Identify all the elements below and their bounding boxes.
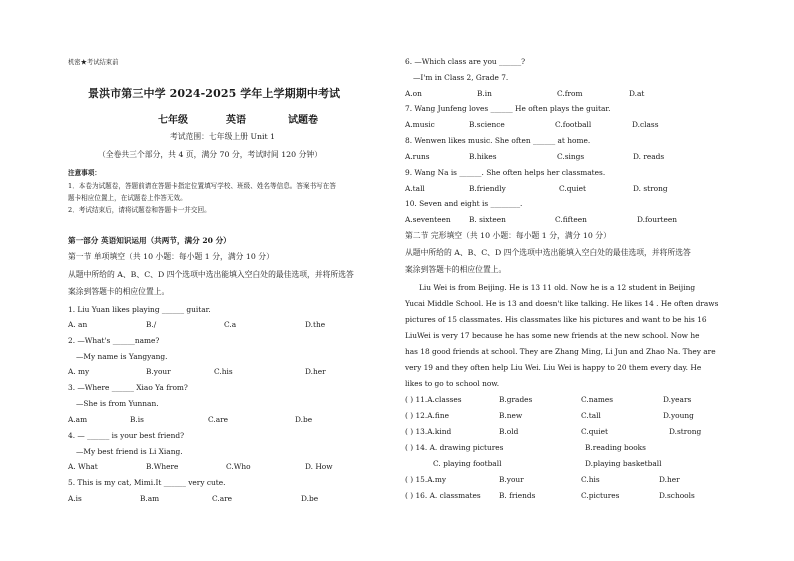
option-c[interactable]: C.his bbox=[581, 475, 600, 484]
question-2-stem: 2. —What's ______name? bbox=[68, 336, 160, 345]
option-d[interactable]: D.playing basketball bbox=[585, 459, 662, 468]
option-d[interactable]: D.the bbox=[305, 320, 326, 329]
option-b[interactable]: B. friends bbox=[499, 491, 536, 500]
question-3-reply: —She is from Yunnan. bbox=[76, 399, 159, 408]
option-c[interactable]: C.a bbox=[224, 320, 237, 329]
option-a[interactable]: A. my bbox=[68, 367, 90, 376]
option-d[interactable]: D.her bbox=[659, 475, 680, 484]
secret-label: 机密★考试结束前 bbox=[68, 59, 119, 66]
option-a[interactable]: A.on bbox=[405, 89, 422, 98]
exam-info: （全卷共三个部分，共 4 页，满分 70 分，考试时间 120 分钟） bbox=[98, 150, 322, 159]
option-d[interactable]: D.young bbox=[663, 411, 694, 420]
question-6-reply: —I'm in Class 2, Grade 7. bbox=[413, 73, 509, 82]
option-a[interactable]: A.is bbox=[68, 494, 82, 503]
option-a[interactable]: A.runs bbox=[405, 152, 430, 161]
option-b[interactable]: B.your bbox=[499, 475, 524, 484]
grade-label: 七年级 bbox=[158, 115, 188, 126]
section2-heading: 第二节 完形填空（共 10 小题：每小题 1 分，满分 10 分） bbox=[405, 231, 611, 240]
option-d[interactable]: D. How bbox=[305, 462, 333, 471]
question-9-stem: 9. Wang Na is ______. She often helps her classmates. bbox=[405, 168, 606, 177]
passage-line-2: Yucai Middle School. He is 13 and doesn't like talking. He likes 14 . He often draws bbox=[405, 299, 719, 308]
option-a[interactable]: A.music bbox=[405, 120, 435, 129]
option-b[interactable]: B.old bbox=[499, 427, 519, 436]
option-b[interactable]: B.in bbox=[477, 89, 492, 98]
option-b[interactable]: B. sixteen bbox=[469, 215, 506, 224]
passage-line-6: very 19 and they often help Liu Wei. Liu Wei is happy to 20 them every day. He bbox=[405, 363, 702, 372]
option-d[interactable]: D.schools bbox=[659, 491, 695, 500]
option-d[interactable]: D.strong bbox=[669, 427, 702, 436]
option-a[interactable]: A. an bbox=[68, 320, 88, 329]
option-c[interactable]: C.football bbox=[555, 120, 592, 129]
option-c[interactable]: C.names bbox=[581, 395, 614, 404]
question-10-stem: 10. Seven and eight is ________. bbox=[405, 199, 523, 208]
option-b[interactable]: B./ bbox=[146, 320, 157, 329]
paper-label: 试题卷 bbox=[288, 115, 318, 126]
note-line-1: 1．本卷为试题卷，答题前请在答题卡指定位置填写学校、班级、姓名等信息。答案书写在答 bbox=[68, 182, 336, 190]
question-1-stem: 1. Liu Yuan likes playing ______ guitar. bbox=[68, 305, 211, 314]
option-c[interactable]: C.fifteen bbox=[555, 215, 587, 224]
option-d[interactable]: D. strong bbox=[633, 184, 668, 193]
option-a[interactable]: A.am bbox=[68, 415, 88, 424]
option-b[interactable]: B.science bbox=[469, 120, 505, 129]
option-c[interactable]: C.tall bbox=[581, 411, 601, 420]
note-line-2: 题卡相应位置上，在试题卷上作答无效。 bbox=[68, 194, 187, 202]
option-b[interactable]: B.hikes bbox=[469, 152, 497, 161]
option-d[interactable]: D.years bbox=[663, 395, 692, 404]
subject-label: 英语 bbox=[226, 115, 246, 126]
option-b[interactable]: B.reading books bbox=[585, 443, 646, 452]
passage-line-5: has 18 good friends at school. They are Zhang Ming, Li Jun and Zhao Na. They are bbox=[405, 347, 716, 356]
passage-line-7: likes to go to school now. bbox=[405, 379, 500, 388]
exam-scope: 考试范围：七年级上册 Unit 1 bbox=[170, 132, 276, 141]
option-c[interactable]: C.sings bbox=[557, 152, 585, 161]
option-c[interactable]: C. playing football bbox=[433, 459, 502, 468]
option-c[interactable]: C.from bbox=[557, 89, 583, 98]
option-c[interactable]: C.are bbox=[212, 494, 233, 503]
option-c[interactable]: C.are bbox=[208, 415, 229, 424]
option-a[interactable]: A. What bbox=[68, 462, 98, 471]
option-c[interactable]: C.Who bbox=[226, 462, 251, 471]
exam-title: 景洪市第三中学 2024-2025 学年上学期期中考试 bbox=[88, 87, 341, 100]
section1-instruction-b: 案涂到答题卡的相应位置上。 bbox=[68, 287, 170, 296]
option-a[interactable]: A.seventeen bbox=[405, 215, 451, 224]
option-c[interactable]: C.his bbox=[214, 367, 233, 376]
option-b[interactable]: B.Where bbox=[146, 462, 179, 471]
option-b[interactable]: B.your bbox=[146, 367, 171, 376]
option-b[interactable]: B.friendly bbox=[469, 184, 506, 193]
question-7-stem: 7. Wang Junfeng loves ______ He often plays the guitar. bbox=[405, 104, 611, 113]
option-d[interactable]: D.class bbox=[632, 120, 659, 129]
option-d[interactable]: D.be bbox=[301, 494, 319, 503]
question-4-reply: —My best friend is Li Xiang. bbox=[76, 447, 183, 456]
passage-line-3: pictures of 15 classmates. His classmates like his pictures and want to be his 16 bbox=[405, 315, 707, 324]
option-c[interactable]: C.quiet bbox=[581, 427, 608, 436]
question-3-stem: 3. —Where ______ Xiao Ya from? bbox=[68, 383, 188, 392]
option-b[interactable]: B.is bbox=[130, 415, 144, 424]
option-b[interactable]: B.grades bbox=[499, 395, 533, 404]
cloze-number-a[interactable]: ( ) 11.A.classes bbox=[405, 395, 462, 404]
option-b[interactable]: B.am bbox=[140, 494, 160, 503]
part1-heading: 第一部分 英语知识运用（共两节，满分 20 分） bbox=[68, 236, 231, 245]
question-8-stem: 8. Wenwen likes music. She often ______ at home. bbox=[405, 136, 591, 145]
cloze-number-a[interactable]: ( ) 15.A.my bbox=[405, 475, 447, 484]
option-d[interactable]: D.be bbox=[295, 415, 313, 424]
option-d[interactable]: D.fourteen bbox=[637, 215, 677, 224]
note-line-3: 2．考试结束后，请将试题卷和答题卡一并交回。 bbox=[68, 206, 211, 214]
section1-heading: 第一节 单项填空（共 10 小题：每小题 1 分，满分 10 分） bbox=[68, 252, 274, 261]
option-c[interactable]: C.quiet bbox=[559, 184, 586, 193]
cloze-number-a[interactable]: ( ) 16. A. classmates bbox=[405, 491, 481, 500]
option-c[interactable]: C.pictures bbox=[581, 491, 620, 500]
section2-instruction-a: 从题中所给的 A、B、C、D 四个选项中选出能填入空白处的最佳选项，并将所选答 bbox=[405, 248, 691, 257]
option-d[interactable]: D. reads bbox=[633, 152, 665, 161]
section1-instruction-a: 从题中所给的 A、B、C、D 四个选项中选出能填入空白处的最佳选项，并将所选答 bbox=[68, 270, 354, 279]
passage-line-4: LiuWei is very 17 because he has some new friends at the new school. Now he bbox=[405, 331, 700, 340]
cloze-number-a[interactable]: ( ) 13.A.kind bbox=[405, 427, 452, 436]
question-5-stem: 5. This is my cat, Mimi.It ______ very cute. bbox=[68, 478, 226, 487]
question-6-stem: 6. —Which class are you ______? bbox=[405, 57, 526, 66]
notes-heading: 注意事项： bbox=[68, 169, 101, 177]
cloze-number-a[interactable]: ( ) 14. A. drawing pictures bbox=[405, 443, 504, 452]
passage-line-1: Liu Wei is from Beijing. He is 13 11 old. Now he is a 12 student in Beijing bbox=[419, 283, 696, 292]
question-4-stem: 4. — ______ is your best friend? bbox=[68, 431, 185, 440]
option-b[interactable]: B.new bbox=[499, 411, 523, 420]
option-a[interactable]: A.tall bbox=[405, 184, 425, 193]
cloze-number-a[interactable]: ( ) 12.A.fine bbox=[405, 411, 449, 420]
option-d[interactable]: D.at bbox=[629, 89, 645, 98]
section2-instruction-b: 案涂到答题卡的相应位置上。 bbox=[405, 265, 507, 274]
question-2-reply: —My name is Yangyang. bbox=[76, 352, 168, 361]
option-d[interactable]: D.her bbox=[305, 367, 326, 376]
